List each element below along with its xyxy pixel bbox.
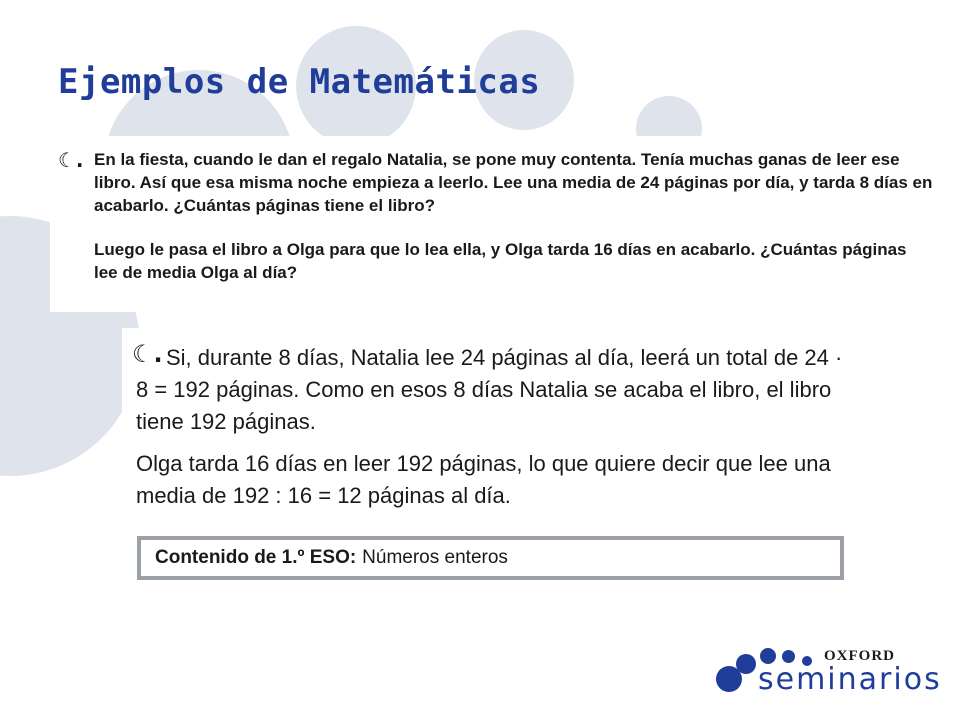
content-box-label: Contenido de 1.º ESO: xyxy=(155,547,357,568)
logo-dot xyxy=(736,654,756,674)
logo-oxford-text: OXFORD xyxy=(824,648,895,664)
content-box xyxy=(137,536,844,580)
oxford-seminarios-logo xyxy=(712,642,942,702)
content-box-value: Números enteros xyxy=(362,547,508,568)
solution-paragraph-2: Olga tarda 16 días en leer 192 páginas, lo que quiere decir que lee una media de 192 : 16 = 12 páginas al día. xyxy=(136,451,831,508)
problem-paragraph-2: Luego le pasa el libro a Olga para que lo lea ella, y Olga tarda 16 días en acabarlo. ¿Cuántas páginas lee de media Olga al día? xyxy=(94,240,907,282)
logo-seminarios-text: seminarios xyxy=(758,662,942,697)
slide-title: Ejemplos de Matemáticas xyxy=(58,62,541,102)
problem-bullet-icon: ☾. xyxy=(58,148,84,172)
solution-bullet-icon: ☾. xyxy=(132,340,163,368)
problem-paragraph-1: En la fiesta, cuando le dan el regalo Natalia, se pone muy contenta. Tenía muchas ganas de leer ese libro. Así que esa misma noche empieza a leerlo. Lee una media de 24 páginas por día, y tarda 8 días en acabarlo. ¿Cuántas páginas tiene el libro? xyxy=(94,150,933,215)
problem-panel xyxy=(50,136,940,312)
solution-paragraph-1: Si, durante 8 días, Natalia lee 24 páginas al día, leerá un total de 24 · 8 = 192 páginas. Como en esos 8 días Natalia se acaba el libro, el libro tiene 192 páginas. xyxy=(136,345,843,434)
